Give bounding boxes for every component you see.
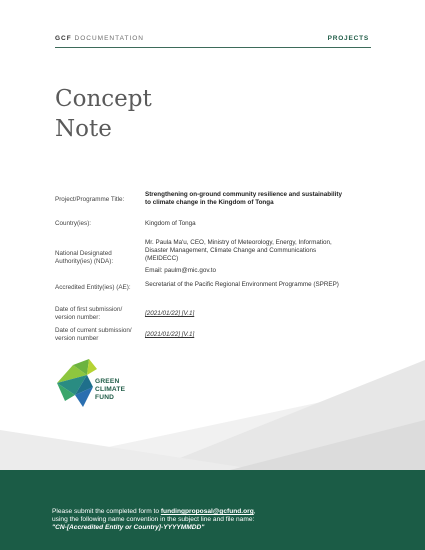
label-countries: Country(ies):: [55, 220, 92, 227]
section-label: PROJECTS: [327, 35, 369, 42]
doc-category: [55, 35, 144, 42]
value-first-submission: [2021/01/22] [V.1]: [145, 310, 195, 317]
title-line-2: Note: [55, 116, 112, 142]
instructions-line-1: [52, 508, 372, 516]
submission-email-link[interactable]: fundingproposal@gcfund.org: [160, 508, 254, 515]
label-current-submission: Date of current submission/ version number: [55, 327, 132, 342]
value-nda: [145, 239, 345, 275]
gcf-logo-text: [95, 378, 125, 402]
nda-email[interactable]: Email: paulm@mic.gov.to: [145, 267, 217, 274]
instructions-comma: ,: [253, 508, 256, 515]
instructions-line-2: using the following name convention in the subject line and file name:: [52, 516, 255, 524]
title-line-1: Concept: [55, 86, 152, 112]
value-programme-title: Strengthening on-ground community resilience and sustainability to climate change in the Kingdom of Tonga: [145, 191, 342, 206]
value-ae: Secretariat of the Pacific Regional Environment Programme (SPREP): [145, 281, 339, 288]
label-first-submission: Date of first submission/ version number:: [55, 306, 123, 321]
logo-line-2: CLIMATE: [95, 386, 126, 393]
doc-category-strong: GCF: [55, 35, 72, 42]
label-nda: National Designated Authority(ies) (NDA):: [55, 250, 114, 265]
logo-line-3: FUND: [95, 394, 115, 401]
instructions-prefix: Please submit the completed form to: [52, 508, 161, 515]
submission-instructions: [52, 508, 372, 533]
doc-category-label: DOCUMENTATION: [74, 35, 144, 42]
value-current-submission: [2021/01/22] [V.1]: [145, 331, 195, 338]
header-divider: [55, 47, 371, 48]
logo-line-1: GREEN: [95, 378, 120, 385]
naming-convention: "CN-[Accredited Entity or Country]-YYYYMMDD": [52, 524, 205, 532]
page-title: [55, 84, 152, 144]
label-programme-title: Project/Programme Title:: [55, 196, 125, 203]
label-ae: Accredited Entity(ies) (AE):: [55, 284, 131, 291]
nda-name: Mr. Paula Ma'u, CEO, Ministry of Meteorology, Energy, Information, Disaster Management, Climate Change and Communications (MEIDECC): [145, 239, 332, 262]
value-countries: Kingdom of Tonga: [145, 220, 196, 227]
